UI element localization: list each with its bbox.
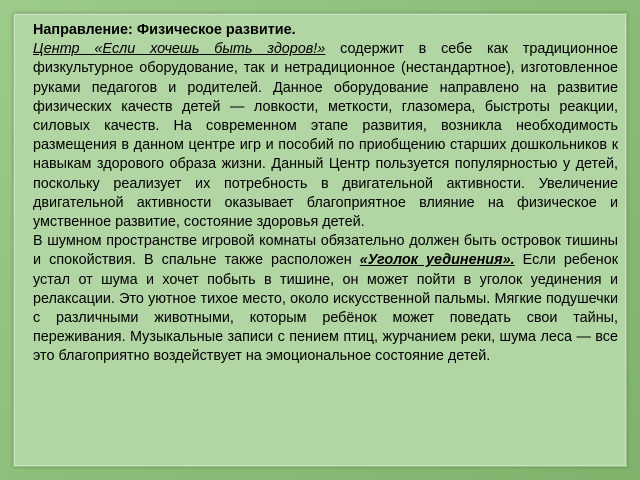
paragraph-physical-center <box>33 40 618 232</box>
paragraph-quiet-corner-body: Если ребенок устал от шума и хочет побыть в тишине, он может пойти в уголок уединения и релаксации. Это уютное тихое место, около искусственной пальмы. Мягкие подушечки с различными животными, которым ребёнок может поведать свои тайны, переживания. Музыкальные записи с пением птиц, журчанием реки, шума леса — все это благоприятно воздействует на эмоциональное состояние детей. <box>33 252 619 365</box>
paragraph-quiet-corner-intro: В шумном пространстве игровой комнаты обязательно должен быть островок тишины и спокойствия. В спальне также расположен <box>33 233 618 269</box>
center-name: Центр «Если хочешь быть здоров!» <box>33 41 326 58</box>
slide-text <box>33 21 618 367</box>
corner-name: «Уголок уединения». <box>359 252 515 269</box>
paragraph-physical-center-body: содержит в себе как традиционное физкультурное оборудование, так и нетрадиционное (нестандартное), изготовленное руками педагогов и родителей. Данное оборудование направлено на развитие физических качеств детей — ловкости, меткости, глазомера, быстроты реакции, силовых качеств. На современном этапе развития, возникла необходимость размещения в данном центре игр и пособий по приобщению старших дошкольников к навыкам здорового образа жизни. Данный Центр пользуется популярностью у детей, поскольку реализует их потребность в двигательной активности. Увеличение двигательной активности оказывает благоприятное влияние на физическое и умственное развитие, состояние здоровья детей. <box>33 41 618 231</box>
paragraph-quiet-corner <box>33 232 618 366</box>
heading: Направление: Физическое развитие. <box>33 22 296 38</box>
